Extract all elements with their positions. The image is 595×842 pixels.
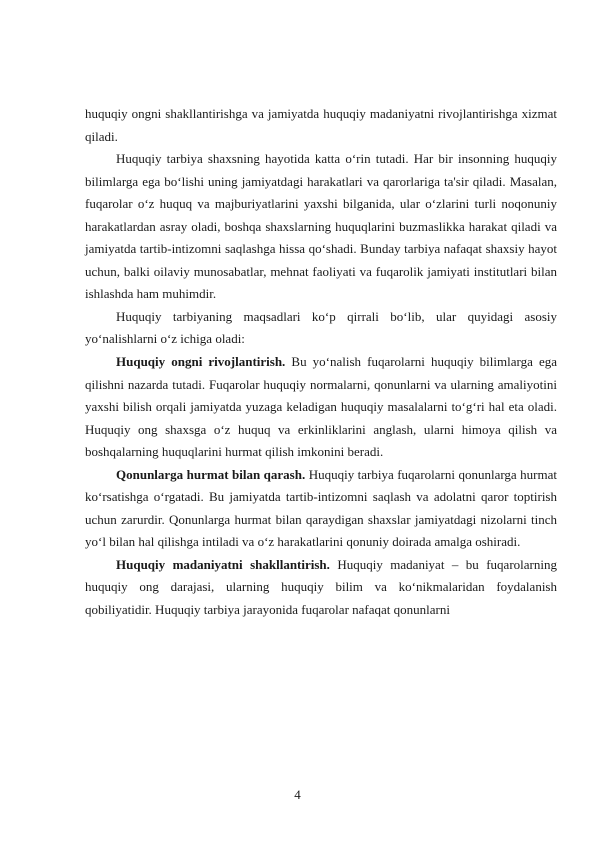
document-body xyxy=(85,103,557,622)
paragraph-text: Huquqiy madaniyat – bu fuqarolarning huquqiy ong darajasi, ularning huquqiy bilim va ko‘nikmalaridan foydalanish qobiliyatidir. Huquqiy tarbiya jarayonida fuqarolar nafaqat qonunlarni xyxy=(85,556,557,618)
paragraph-heading: Qonunlarga hurmat bilan qarash. xyxy=(116,466,306,482)
paragraph-goals-intro xyxy=(85,306,557,351)
paragraph-heading: Huquqiy madaniyatni shakllantirish. xyxy=(116,556,330,572)
paragraph-text: Huquqiy tarbiya fuqarolarni qonunlarga hurmat ko‘rsatishga o‘rgatadi. Bu jamiyatda tartib-intizomni saqlash va adolatni qaror toptirish uchun zarurdir. Qonunlarga hurmat bilan qaraydigan shaxslar jamiyatdagi nizolarni tinch yo‘l bilan hal qilishga intiladi va o‘z harakatlarini qonuniy doirada amalga oshiradi. xyxy=(85,466,557,550)
paragraph-continuation xyxy=(85,103,557,148)
paragraph-heading: Huquqiy ongni rivojlantirish. xyxy=(116,354,286,370)
paragraph-legal-culture xyxy=(85,554,557,622)
paragraph-legal-consciousness xyxy=(85,351,557,464)
page-number: 4 xyxy=(294,787,301,802)
paragraph-text: Bu yo‘nalish fuqarolarni huquqiy bilimlarga ega qilishni nazarda tutadi. Fuqarolar huquqiy normalarni, qonunlarni va ularning amaliyotini yaxshi bilish orqali jamiyatda yuzaga keladigan huquqiy masalalarni to‘g‘ri hal eta oladi. Huquqiy ong shaxsga o‘z huquq va erkinliklarini anglash, ularni himoya qilish va boshqalarning huquqlarini hurmat qilish imkonini beradi. xyxy=(85,354,557,460)
paragraph-respect-for-laws xyxy=(85,464,557,554)
paragraph-text: Huquqiy tarbiyaning maqsadlari ko‘p qirrali bo‘lib, ular quyidagi asosiy yo‘nalishlarni o‘z ichiga oladi: xyxy=(85,308,557,347)
paragraph-text: Huquqiy tarbiya shaxsning hayotida katta o‘rin tutadi. Har bir insonning huquqiy bilimlarga ega bo‘lishi uning jamiyatdagi harakatlari va qarorlariga ta'sir qiladi. Masalan, fuqarolar o‘z huquq va majburiyatlarini yaxshi bilganida, ular o‘zlarini turli noqonuniy harakatlardan asray oladi, boshqa shaxslarning huquqlarini buzmaslikka harakat qiladi va jamiyatda tartib-intizomni saqlashga hissa qo‘shadi. Bunday tarbiya nafaqat shaxsiy hayot uchun, balki oilaviy munosabatlar, mehnat faoliyati va fuqarolik jamiyati institutlari bilan ishlashda ham muhimdir. xyxy=(85,151,557,302)
paragraph-text: huquqiy ongni shakllantirishga va jamiyatda huquqiy madaniyatni rivojlantirishga xizmat qiladi. xyxy=(85,106,557,144)
paragraph-legal-education-role xyxy=(85,148,557,306)
